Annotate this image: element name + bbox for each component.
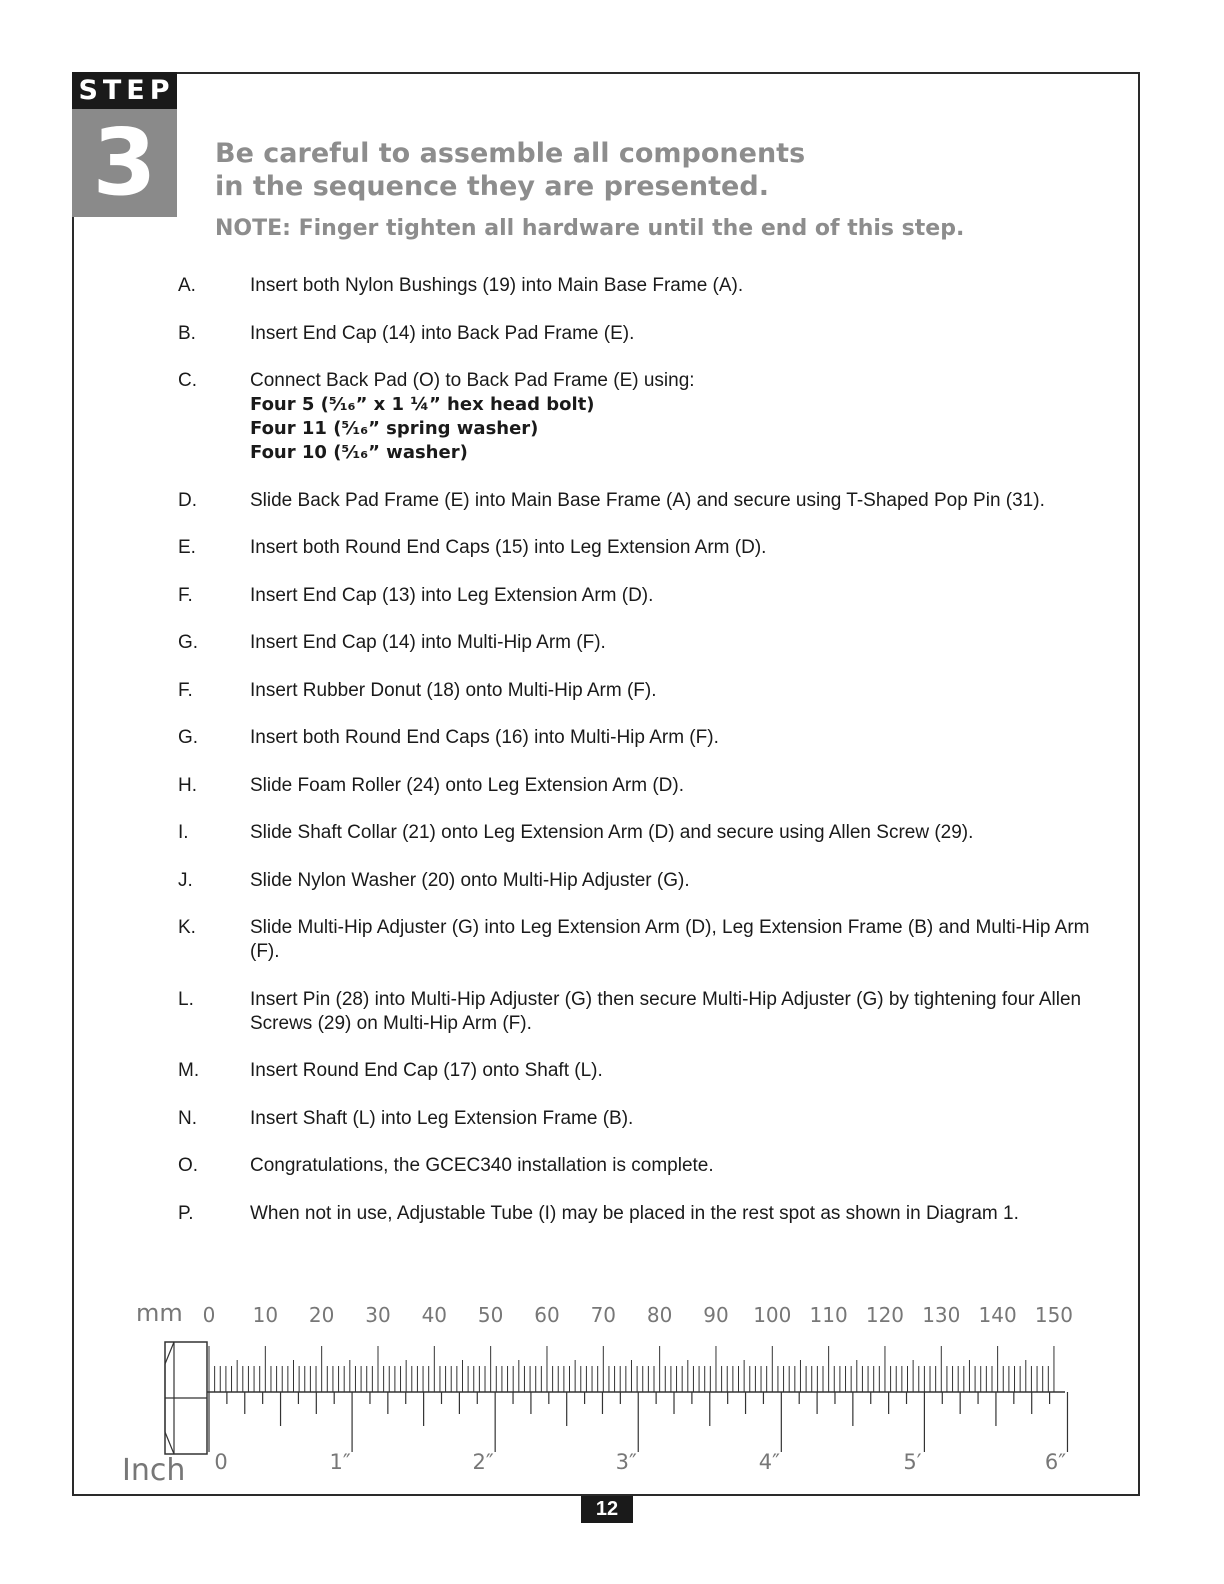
instruction-text: Connect Back Pad (O) to Back Pad Frame (E) using: — [250, 370, 695, 391]
step-label: STEP — [72, 72, 177, 109]
inch-tick-label: 1″ — [329, 1450, 351, 1474]
mm-tick-label: 40 — [421, 1303, 448, 1327]
mm-tick-label: 110 — [809, 1303, 848, 1327]
bolt-measuring-ruler — [110, 1292, 1100, 1492]
mm-tick-label: 50 — [477, 1303, 504, 1327]
instruction-letter: K. — [178, 917, 196, 938]
instruction-text: Insert Round End Cap (17) onto Shaft (L). — [250, 1060, 603, 1081]
ruler-mm-label: mm — [136, 1299, 183, 1327]
instruction-item — [178, 988, 1098, 1036]
mm-tick-label: 0 — [202, 1303, 216, 1327]
warning-line-1: Be careful to assemble all components — [215, 138, 806, 169]
instruction-text: Insert End Cap (13) into Leg Extension Arm (D). — [250, 584, 654, 606]
instruction-text: Insert both Nylon Bushings (19) into Main Base Frame (A). — [250, 275, 744, 296]
mm-tick-label: 30 — [365, 1303, 391, 1327]
instruction-text: Slide Back Pad Frame (E) into Main Base Frame (A) and secure using T-Shaped Pop Pin (31). — [250, 489, 1045, 511]
instruction-item — [178, 631, 1098, 655]
instruction-text: Insert Rubber Donut (18) onto Multi-Hip Arm (F). — [250, 679, 657, 701]
inch-tick-label: 0 — [214, 1450, 228, 1474]
mm-tick-label: 90 — [703, 1303, 729, 1327]
instruction-letter: C. — [178, 370, 197, 391]
instruction-letter: F. — [178, 679, 193, 701]
instruction-item — [178, 821, 1098, 845]
instruction-item — [178, 774, 1098, 798]
instruction-item — [178, 1202, 1098, 1226]
inch-tick-label: 6″ — [1044, 1450, 1067, 1474]
instruction-item — [178, 489, 1098, 513]
mm-tick-label: 70 — [590, 1303, 617, 1327]
instruction-text: Insert both Round End Caps (15) into Leg Extension Arm (D). — [250, 537, 767, 558]
mm-tick-label: 80 — [646, 1303, 673, 1327]
hardware-spring-washer: Four 11 (⁵⁄₁₆” spring washer) — [250, 418, 539, 439]
instruction-text: Insert End Cap (14) into Multi-Hip Arm (F). — [250, 632, 606, 653]
instruction-text: Insert End Cap (14) into Back Pad Frame (E). — [250, 322, 635, 344]
mm-tick-label: 10 — [252, 1303, 279, 1327]
warning-line-2: in the sequence they are presented. — [215, 171, 769, 202]
instruction-letter: B. — [178, 322, 196, 344]
instruction-letter: A. — [178, 275, 196, 296]
instruction-item — [178, 679, 1098, 703]
instruction-letter: E. — [178, 537, 196, 558]
instruction-item — [178, 274, 1098, 298]
instruction-text: Slide Nylon Washer (20) onto Multi-Hip Adjuster (G). — [250, 869, 690, 891]
inch-tick-label: 2″ — [472, 1450, 494, 1474]
instruction-letter: G. — [178, 727, 199, 748]
instruction-item — [178, 1059, 1098, 1083]
hardware-bolt: Four 5 (⁵⁄₁₆” x 1 ¼” hex head bolt) — [250, 394, 595, 415]
mm-tick-label: 120 — [865, 1303, 905, 1327]
instruction-text: Congratulations, the GCEC340 installation is complete. — [250, 1155, 714, 1176]
inch-tick-marks — [209, 1392, 1067, 1452]
instruction-letter: F. — [178, 584, 193, 606]
step-number: 3 — [72, 109, 177, 217]
mm-tick-labels — [203, 1303, 1073, 1327]
mm-tick-marks — [209, 1346, 1054, 1392]
instruction-list — [178, 274, 1098, 1249]
instruction-letter: I. — [178, 822, 189, 843]
mm-tick-label: 140 — [978, 1303, 1017, 1327]
inch-tick-label: 4″ — [758, 1450, 780, 1474]
ruler-inch-label: Inch — [122, 1453, 186, 1488]
instruction-item — [178, 726, 1098, 750]
instruction-text: Slide Foam Roller (24) onto Leg Extension Arm (D). — [250, 774, 685, 796]
inch-tick-label: 5′ — [903, 1450, 922, 1474]
inch-tick-label: 3″ — [615, 1450, 637, 1474]
instruction-item — [178, 916, 1098, 964]
instruction-body — [250, 369, 1098, 465]
instruction-item — [178, 869, 1098, 893]
instruction-text: Slide Shaft Collar (21) onto Leg Extension Arm (D) and secure using Allen Screw (29). — [250, 822, 974, 843]
instruction-letter: M. — [178, 1060, 200, 1081]
mm-tick-label: 130 — [922, 1303, 961, 1327]
mm-tick-label: 150 — [1034, 1303, 1074, 1327]
instruction-letter: J. — [178, 869, 193, 891]
instruction-item — [178, 1154, 1098, 1178]
instruction-item — [178, 369, 1098, 465]
instruction-letter: H. — [178, 774, 197, 796]
instruction-letter: O. — [178, 1155, 199, 1176]
mm-tick-label: 20 — [308, 1303, 335, 1327]
instruction-letter: G. — [178, 632, 199, 653]
instruction-item — [178, 322, 1098, 346]
instruction-item — [178, 536, 1098, 560]
mm-tick-label: 60 — [534, 1303, 560, 1327]
instruction-text: Insert Shaft (L) into Leg Extension Frame (B). — [250, 1107, 634, 1129]
inch-tick-labels — [214, 1450, 1066, 1474]
instruction-item — [178, 584, 1098, 608]
assembly-warning — [215, 137, 805, 203]
instruction-item — [178, 1107, 1098, 1131]
page-number: 12 — [581, 1496, 633, 1523]
instruction-letter: P. — [178, 1202, 194, 1224]
instruction-text: Insert both Round End Caps (16) into Multi-Hip Arm (F). — [250, 727, 719, 748]
instruction-letter: N. — [178, 1107, 197, 1129]
hardware-washer: Four 10 (⁵⁄₁₆” washer) — [250, 442, 468, 463]
instruction-letter: D. — [178, 489, 197, 511]
instruction-text: When not in use, Adjustable Tube (I) may be placed in the rest spot as shown in Diagram 1. — [250, 1202, 1019, 1224]
instruction-text: Slide Multi-Hip Adjuster (G) into Leg Extension Arm (D), Leg Extension Frame (B) and Multi-Hip Arm (F). — [250, 917, 1090, 962]
instruction-text: Insert Pin (28) into Multi-Hip Adjuster (G) then secure Multi-Hip Adjuster (G) by tightening four Allen Screws (29) on Multi-Hip Arm (F). — [250, 988, 1082, 1034]
tightening-note: NOTE: Finger tighten all hardware until the end of this step. — [215, 216, 965, 241]
bolt-head-icon — [165, 1342, 207, 1454]
instruction-letter: L. — [178, 988, 194, 1010]
mm-tick-label: 100 — [753, 1303, 792, 1327]
